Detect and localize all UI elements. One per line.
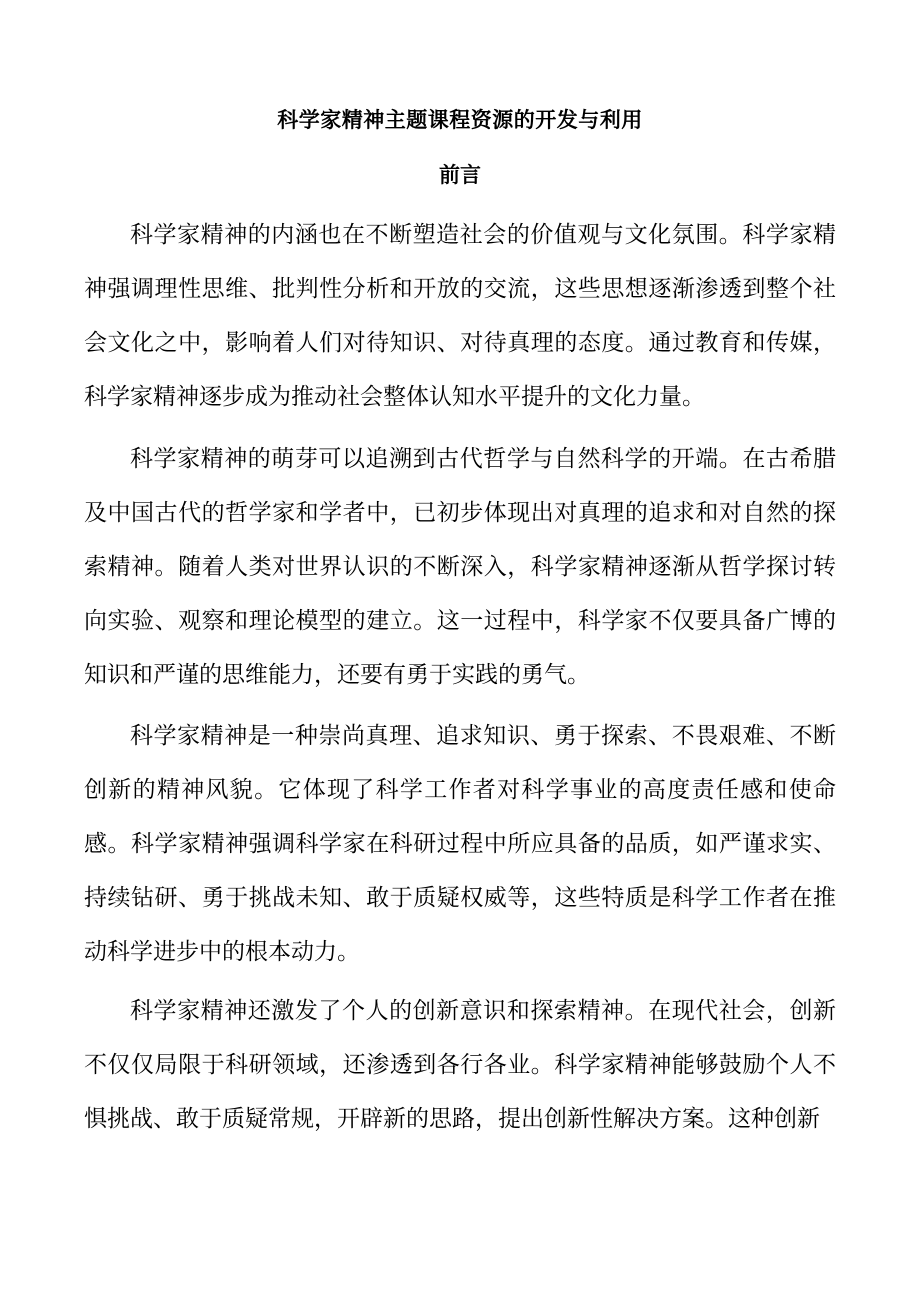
body-paragraph: 科学家精神的内涵也在不断塑造社会的价值观与文化氛围。科学家精神强调理性思维、批判性分析和开放的交流，这些思想逐渐渗透到整个社会文化之中，影响着人们对待知识、对待真理的态度。通过教育和传媒，科学家精神逐步成为推动社会整体认知水平提升的文化力量。 — [84, 222, 836, 410]
body-paragraph: 科学家精神是一种崇尚真理、追求知识、勇于探索、不畏艰难、不断创新的精神风貌。它体现了科学工作者对科学事业的高度责任感和使命感。科学家精神强调科学家在科研过程中所应具备的品质，如严谨求实、持续钻研、勇于挑战未知、敢于质疑权威等，这些特质是科学工作者在推动科学进步中的根本动力。 — [84, 723, 836, 965]
body-paragraph: 科学家精神还激发了个人的创新意识和探索精神。在现代社会，创新不仅仅局限于科研领域，还渗透到各行各业。科学家精神能够鼓励个人不惧挑战、敢于质疑常规，开辟新的思路，提出创新性解决方案。这种创新 — [84, 998, 836, 1132]
body-paragraph: 科学家精神的萌芽可以追溯到古代哲学与自然科学的开端。在古希腊及中国古代的哲学家和学者中，已初步体现出对真理的追求和对自然的探索精神。随着人类对世界认识的不断深入，科学家精神逐渐从哲学探讨转向实验、观察和理论模型的建立。这一过程中，科学家不仅要具备广博的知识和严谨的思维能力，还要有勇于实践的勇气。 — [84, 446, 836, 688]
document-title: 科学家精神主题课程资源的开发与利用 — [277, 107, 643, 132]
section-heading: 前言 — [439, 162, 481, 187]
